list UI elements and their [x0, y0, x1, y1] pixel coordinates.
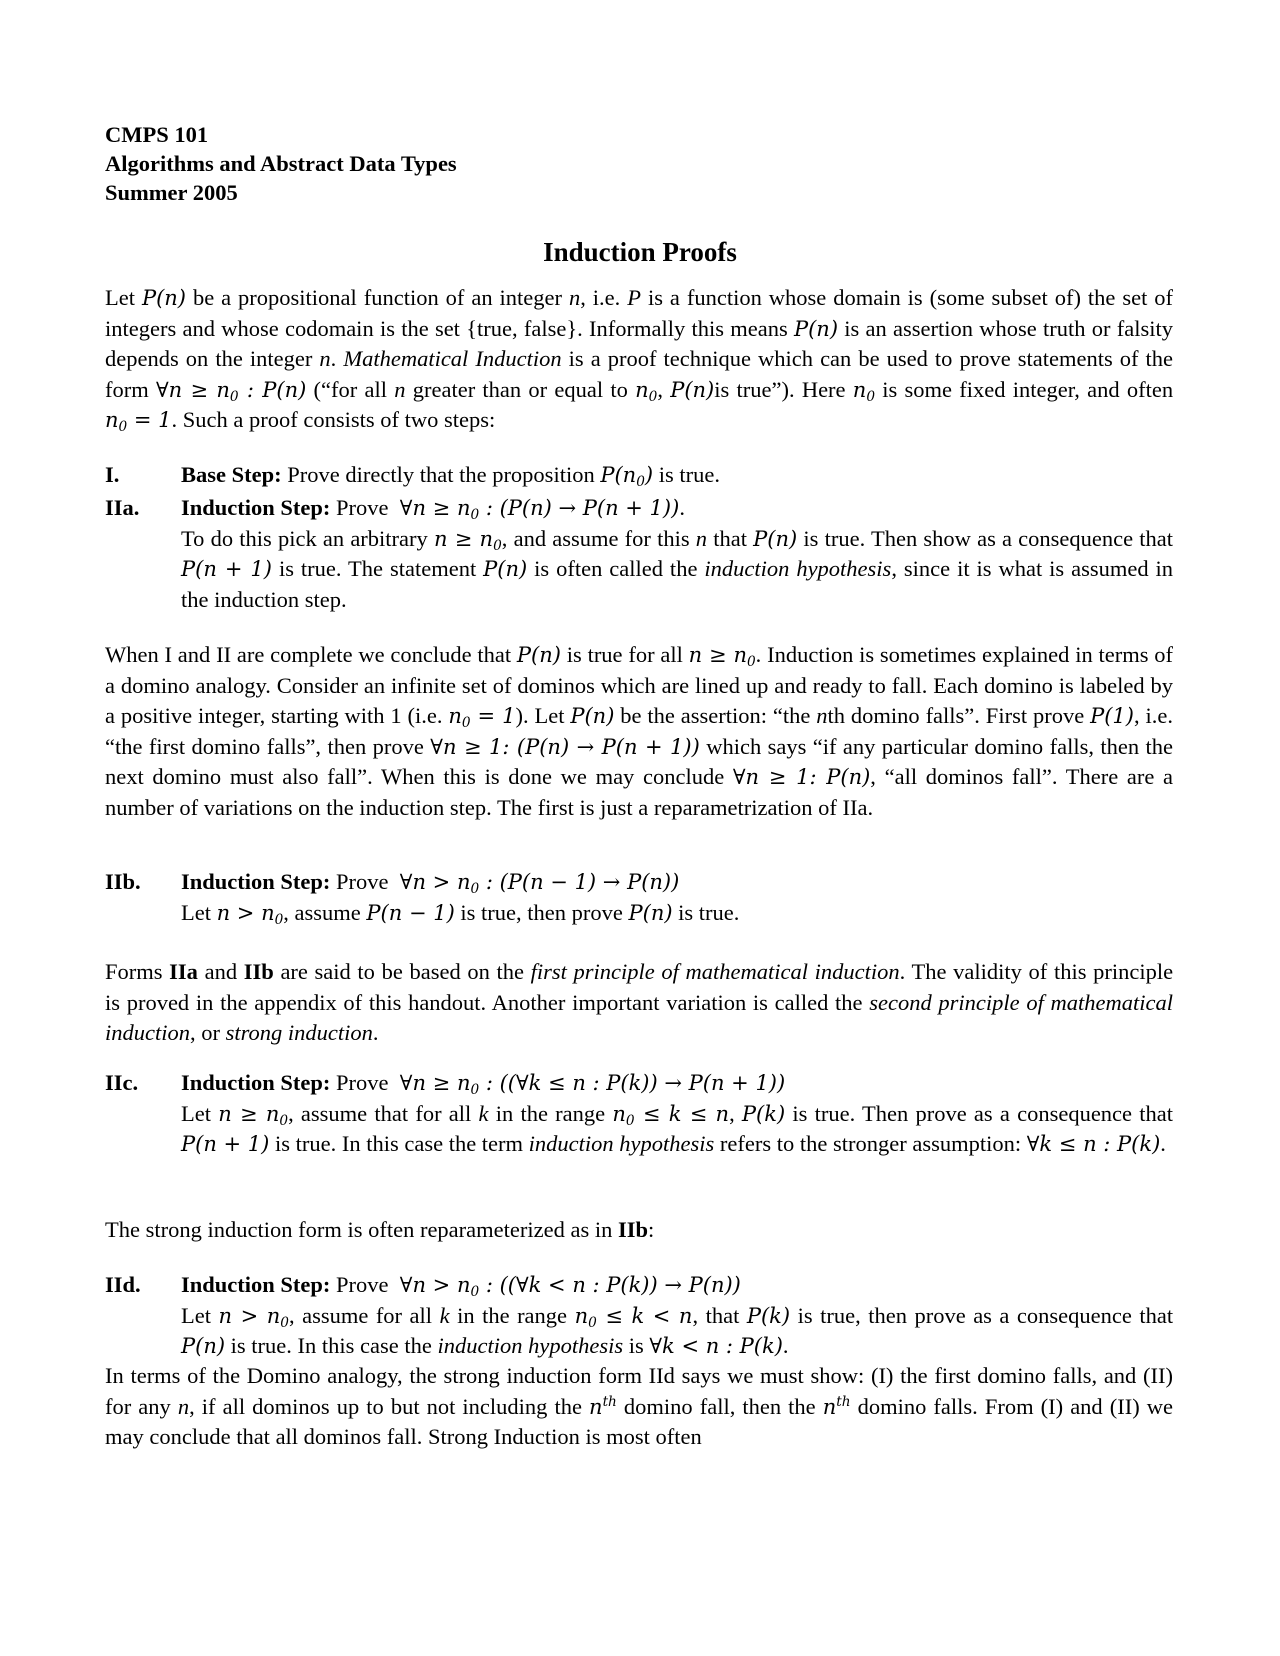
- course-term: Summer 2005: [105, 180, 238, 205]
- course-code: CMPS 101: [105, 122, 209, 147]
- intro-paragraph: Let P(n) be a propositional function of an integer n, i.e. P is a function whose domain is (some subset of) the set of integers and whose codomain is the set {true, false}. Informally this means P(n) is an assertion whose truth or falsity depends on the integer n. Mathematical Induction is a proof technique which can be used to prove statements of the form ∀n ≥ $n_0$ : P(n) (“for all n greater than or equal to $n_0$, P(n)is true”). Here $n_0$ is some fixed integer, and often $n_0 = 1$. Such a proof consists of two steps:: [105, 285, 1174, 435]
- page-title: Induction Proofs: [543, 237, 737, 267]
- final-paragraph: In terms of the Domino analogy, the strong induction form IId says we must show: (I) the first domino falls, and (II) for any n, if all dominos up to but not including the $n^{th}$ domino fall, then the $n^{th}$ domino falls. From (I) and (II) we may conclude that all dominos fall. Strong Induction is most often: [105, 1363, 1174, 1449]
- step-I: I. Base Step: Prove directly that the proposition $P(n_0)$ is true.: [105, 462, 720, 490]
- course-header: [105, 120, 457, 207]
- forms-paragraph: Forms IIa and IIb are said to be based on the first principle of mathematical induction. The validity of this principle is proved in the appendix of this handout. Another important variation is called the second principle of mathematical induction, or strong induction.: [105, 959, 1174, 1045]
- step-IIb: IIb. Induction Step: Prove ∀n > $n_0$ : (P(n − 1) → P(n)) Let $n > n_0$, assume P(n − 1) is true, then prove P(n) is true.: [105, 869, 740, 928]
- course-title: Algorithms and Abstract Data Types: [105, 151, 457, 176]
- step-IIc: IIc. Induction Step: Prove ∀n ≥ $n_0$ : ((∀k ≤ n : P(k)) → P(n + 1)) Let $n \ge n_0$, assume that for all k in the range $n_0 \le k \le n$, P(k) is true. Then prove as a consequence that P(n + 1) is true. In this case the term induction hypothesis refers to the stronger assumption: ∀k ≤ n : P(k).: [105, 1070, 1173, 1156]
- step-IId: IId. Induction Step: Prove ∀n > $n_0$ : ((∀k < n : P(k)) → P(n)) Let $n > n_0$, assume for all k in the range $n_0 \le k < n$, that P(k) is true, then prove as a consequence that P(n) is true. In this case the induction hypothesis is ∀k < n : P(k).: [105, 1272, 1174, 1358]
- math-Pn: P(n): [141, 286, 186, 310]
- strong-paragraph: The strong induction form is often reparameterized as in IIb:: [105, 1217, 655, 1242]
- step-IIa: IIa. Induction Step: Prove ∀n ≥ $n_0$ : (P(n) → P(n + 1)). To do this pick an arbitrary $n \ge n_0$, and assume for this n that P(n) is true. Then show as a consequence that P(n + 1) is true. The statement P(n) is often called the induction hypothesis, since it is what is assumed in the induction step.: [105, 495, 1174, 612]
- domino-paragraph: When I and II are complete we conclude that P(n) is true for all $n \ge n_0$. Induction is sometimes explained in terms of a domino analogy. Consider an infinite set of dominos which are lined up and ready to fall. Each domino is labeled by a positive integer, starting with 1 (i.e. $n_0 = 1$). Let P(n) be the assertion: “the nth domino falls”. First prove P(1), i.e. “the first domino falls”, then prove ∀n ≥ 1: (P(n) → P(n + 1)) which says “if any particular domino falls, then the next domino must also fall”. When this is done we may conclude ∀n ≥ 1: P(n), “all dominos fall”. There are a number of variations on the induction step. The first is just a reparametrization of IIa.: [105, 642, 1174, 820]
